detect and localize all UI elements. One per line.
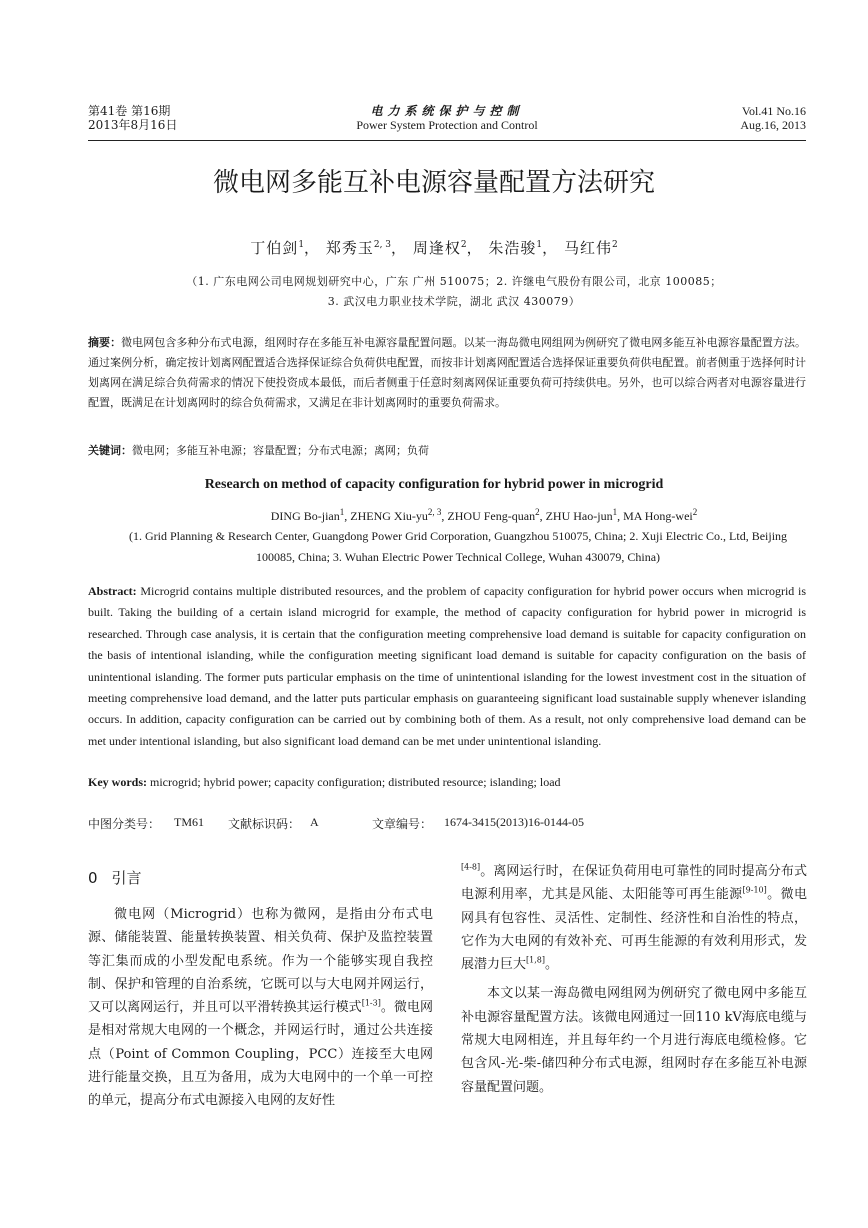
keywords-cn — [88, 441, 806, 461]
section-number: 0 — [88, 869, 98, 887]
author-separator: ， — [391, 239, 408, 257]
header-center — [88, 104, 806, 132]
abstract-en — [88, 581, 806, 752]
author-separator: ， — [304, 239, 321, 257]
author-name-en: MA Hong-wei — [623, 509, 693, 523]
doc-value: A — [310, 815, 319, 829]
author-affil-mark: 2 — [460, 240, 467, 250]
date-en: Aug.16, 2013 — [740, 118, 806, 132]
paragraph-text: 。离网运行时，在保证负荷用电可靠性的同时提高分布式电源利用率，尤其是风能、太阳能等可再生能源 — [461, 864, 807, 903]
author-name: 朱浩骏 — [488, 239, 537, 257]
clc-label: 中图分类号： — [88, 817, 161, 831]
author-affil-mark: 2, 3 — [373, 240, 392, 250]
paper-title-cn: 微电网多能互补电源容量配置方法研究 — [212, 168, 655, 198]
abstract-text-cn: 微电网包含多种分布式电源，组网时存在多能互补电源容量配置问题。以某一海岛微电网组网为例研究了微电网多能互补电源容量配置方法。通过案例分析，确定按计划离网配置适合选择保证综合负荷供电配置，而按非计划离网配置适合选择保证重要负荷供电配置。前者侧重于选择何时计划离网在满足综合负荷需求的情况下使投资成本最低，而后者侧重于任意时刻离网保证重要负荷可持续供电。另外，也可以综合两者对电源容量进行配置，既满足在计划离网时的综合负荷需求，又满足在非计划离网时的重要负荷需求。 — [88, 336, 806, 409]
author-name-en: ZHU Hao-jun — [545, 509, 613, 523]
author-name: 郑秀玉 — [325, 239, 374, 257]
abstract-label-en: Abstract: — [88, 584, 137, 598]
article-value: 1674-3415(2013)16-0144-05 — [444, 815, 584, 829]
affiliations-cn — [130, 272, 778, 312]
affiliation-line: 3. 武汉电力职业技术学院，湖北 武汉 430079） — [327, 295, 581, 308]
author-separator: ， — [542, 239, 559, 257]
citation: [9-10] — [742, 885, 767, 895]
journal-title-en: Power System Protection and Control — [356, 118, 538, 132]
citation: [4-8] — [461, 862, 481, 872]
affiliations-en: (1. Grid Planning & Research Center, Guangdong Power Grid Corporation, Guangzhou 510075, China; 2. Xuji Electric Co., Ltd, Beijing 100085, China; 3. Wuhan Electric Power Technical College, Wuhan 430079, China) — [128, 529, 788, 564]
author-affil-mark: 1 — [339, 507, 345, 517]
intro-paragraph-2: 本文以某一海岛微电网组网为例研究了微电网中多能互补电源容量配置方法。该微电网通过一回110 kV海底电缆与常规大电网相连，并且每年约一个月进行海底电缆检修。它包含风-光-柴-储四种分布式电源，组网时存在多能互补电源容量配置问题。 — [461, 986, 807, 1095]
author-separator: ， — [466, 239, 483, 257]
author-affil-mark: 1 — [612, 507, 618, 517]
date-cn: 2013年8月16日 — [88, 118, 178, 132]
author-affil-mark: 1 — [536, 240, 543, 250]
header-right — [740, 104, 806, 132]
paper-title-en: Research on method of capacity configuration for hybrid power in microgrid — [204, 477, 664, 492]
paragraph-text: 。 — [544, 957, 558, 973]
abstract-label-cn: 摘要： — [88, 336, 122, 349]
journal-title-cn: 电力系统保护与控制 — [370, 104, 524, 118]
abstract-cn — [88, 333, 806, 413]
intro-paragraph-1-cont — [461, 860, 807, 976]
keywords-text-en: microgrid; hybrid power; capacity configuration; distributed resource; islanding; load — [150, 775, 561, 789]
clc-value: TM61 — [174, 815, 204, 829]
doc-label: 文献标识码： — [228, 817, 301, 831]
issue-cn: 第41卷 第16期 — [88, 104, 171, 118]
author-name-en: ZHOU Feng-quan — [447, 509, 536, 523]
author-affil-mark: 2, 3 — [427, 507, 442, 517]
paragraph-text: 。微电网具有包容性、灵活性、定制性、经济性和自治性的特点，它作为大电网的有效补充、可再生能源的有效利用形式，发展潜力巨大 — [461, 887, 807, 973]
author-affil-mark: 2 — [535, 507, 540, 517]
author-affil-mark: 1 — [298, 240, 305, 250]
keywords-label-en: Key words: — [88, 775, 147, 789]
paragraph-text: 微电网（Microgrid）也称为微网，是指由分布式电源、储能装置、能量转换装置、相关负荷、保护及监控装置等汇集而成的小型发配电系统。作为一个能够实现自我控制、保护和管理的自治系统，它既可以与大电网并网运行，又可以离网运行，并且可以平滑转换其运行模式 — [88, 907, 433, 1016]
keywords-text-cn: 微电网；多能互补电源；容量配置；分布式电源；离网；负荷 — [132, 444, 429, 457]
intro-paragraph-1 — [88, 903, 433, 1113]
author-name-en: DING Bo-jian — [270, 509, 340, 523]
citation: [1-3] — [361, 998, 381, 1008]
paragraph-text: 。微电网是相对常规大电网的一个概念，并网运行时，通过公共连接点（Point of Common Coupling，PCC）连接至大电网进行能量交换，且互为备用，成为大电网中的一个单一可控的单元，提高分布式电源接入电网的友好性 — [88, 1000, 433, 1109]
section-title: 引言 — [111, 869, 142, 887]
authors-en: DING Bo-jian$^1$, ZHENG Xiu-yu$^{2, 3}$, ZHOU Feng-quan$^2$, ZHU Hao-jun$^1$, MA Hong-wei$^2$ — [270, 507, 698, 523]
citation: [1,8] — [526, 955, 545, 965]
author-affil-mark: 2 — [692, 507, 698, 517]
author-affil-mark: 2 — [611, 240, 618, 250]
body-column-right — [461, 860, 807, 1099]
article-label: 文章编号： — [372, 817, 433, 831]
body-column-left — [88, 860, 433, 1113]
authors-cn — [0, 237, 868, 258]
author-name: 周逢权 — [412, 239, 461, 257]
header-rule — [88, 140, 806, 141]
affiliation-line: （1. 广东电网公司电网规划研究中心，广东 广州 510075；2. 许继电气股份有限公司，北京 100085； — [186, 275, 722, 288]
author-name: 丁伯剑 — [250, 239, 299, 257]
keywords-label-cn: 关键词： — [88, 444, 132, 457]
author-name: 马红伟 — [563, 239, 612, 257]
keywords-en — [88, 772, 806, 792]
author-name-en: ZHENG Xiu-yu — [350, 509, 428, 523]
section-heading — [88, 867, 433, 889]
running-header — [88, 104, 806, 140]
volume-en: Vol.41 No.16 — [741, 104, 806, 118]
abstract-text-en: Microgrid contains multiple distributed resources, and the problem of capacity configuration for hybrid power occurs when microgrid is built. Taking the building of a certain island microgrid for example, the method of capacity configuration for hybrid power in microgrid is researched. Through case analysis, it is certain that the configuration meeting comprehensive load demand is suitable for capacity configuration on the basis of intentional islanding, while the configuration meeting significant load demand is suitable for capacity configuration on the basis of unintentional islanding. The former puts particular emphasis on the time of unintentional islanding for the lowest investment cost in the situation of meeting comprehensive load demand, and the latter puts particular emphasis on guaranteeing significant load sustainable supply whenever islanding occurs. In addition, capacity configuration can be carried out by combining both of them. As a result, not only comprehensive load demand can be met under intentional islanding, but also significant load demand can be met under unintentional islanding. — [88, 584, 806, 748]
